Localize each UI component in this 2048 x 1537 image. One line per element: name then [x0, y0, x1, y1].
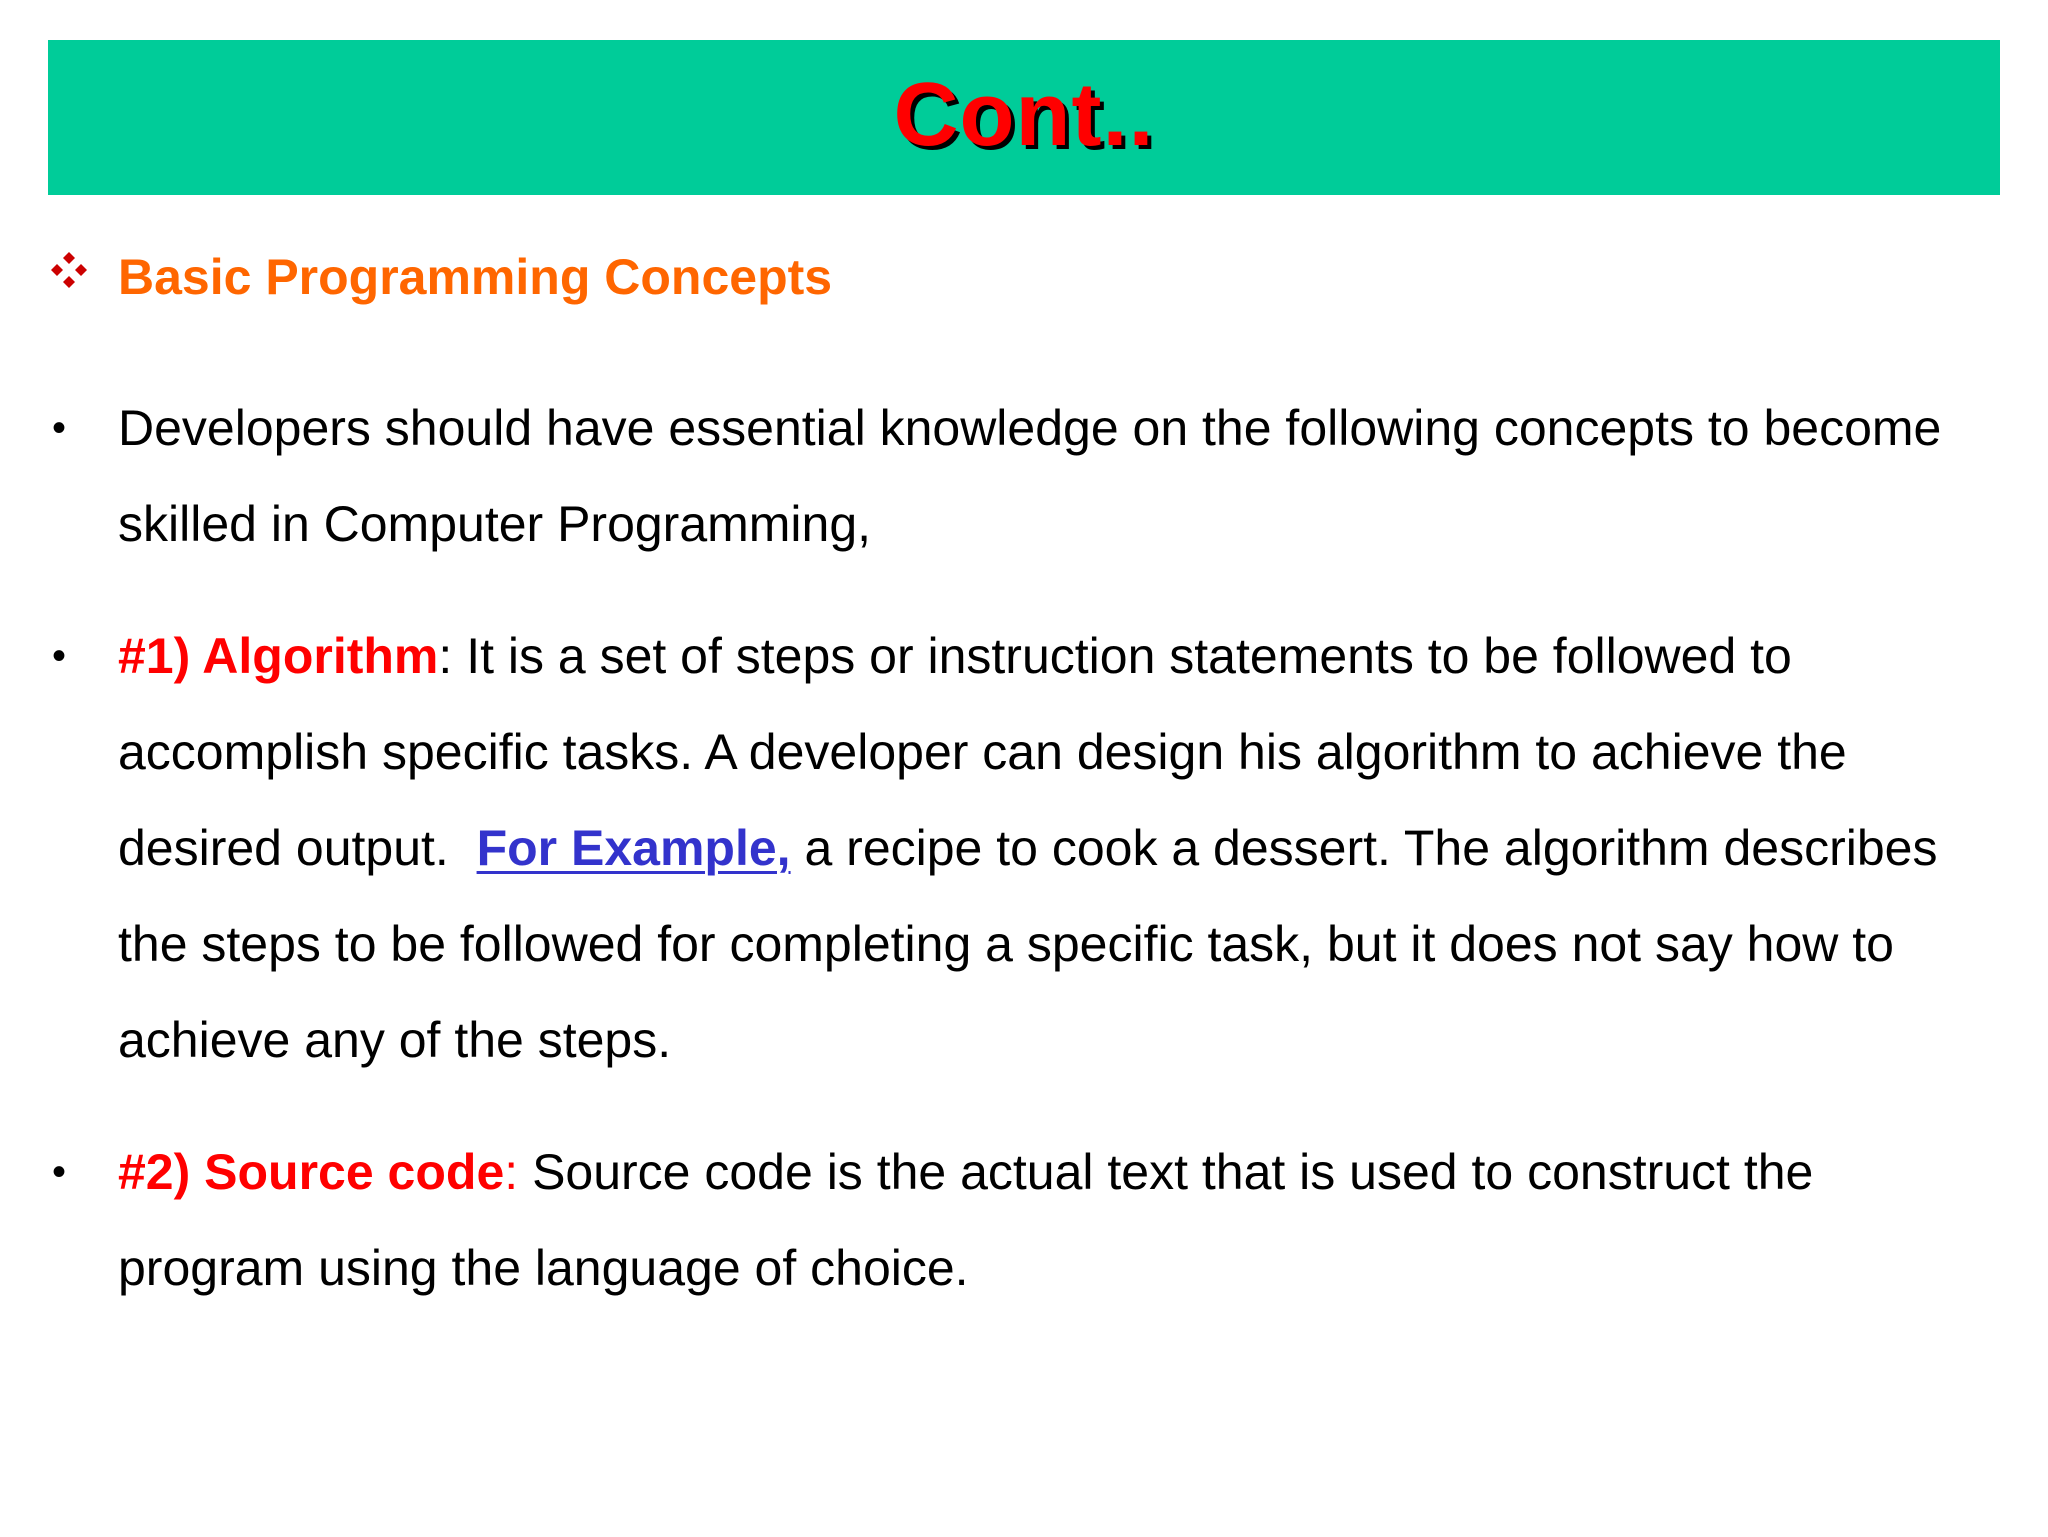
bullet-list [48, 380, 2008, 1352]
term-algorithm: #1) Algorithm [118, 628, 439, 684]
bullet-text: Source code is the actual text that is used to construct the program using the language of choice. [118, 1144, 1814, 1296]
section-heading-row [50, 249, 833, 305]
bullet-dot: • [52, 634, 67, 678]
bullet-dot: • [52, 406, 67, 450]
bullet-dot: • [52, 1150, 67, 1194]
bullet-text-continued: a recipe to cook a dessert. The algorithm describes the steps to be followed for completing a specific task, but it does not say how to achieve any of the steps. [118, 820, 1938, 1068]
diamond-cluster-icon [50, 251, 88, 289]
term-separator: : [438, 628, 453, 684]
section-heading: Basic Programming Concepts [118, 249, 833, 305]
slide-title: Cont.. [893, 64, 1155, 165]
title-bar [48, 40, 2000, 195]
term-separator: : [504, 1144, 519, 1200]
bullet-item-intro [48, 380, 2008, 572]
term-source-code: #2) Source code [118, 1144, 505, 1200]
bullet-text: Developers should have essential knowledge on the following concepts to become skilled in Computer Programming, [118, 400, 1942, 552]
for-example-link[interactable]: For Example, [476, 820, 791, 876]
bullet-text: It is a set of steps or instruction statements to be followed to accomplish specific tasks. A developer can design his algorithm to achieve the desired output. [118, 628, 1861, 876]
bullet-item-source-code [48, 1124, 2008, 1316]
bullet-item-algorithm [48, 608, 2008, 1088]
